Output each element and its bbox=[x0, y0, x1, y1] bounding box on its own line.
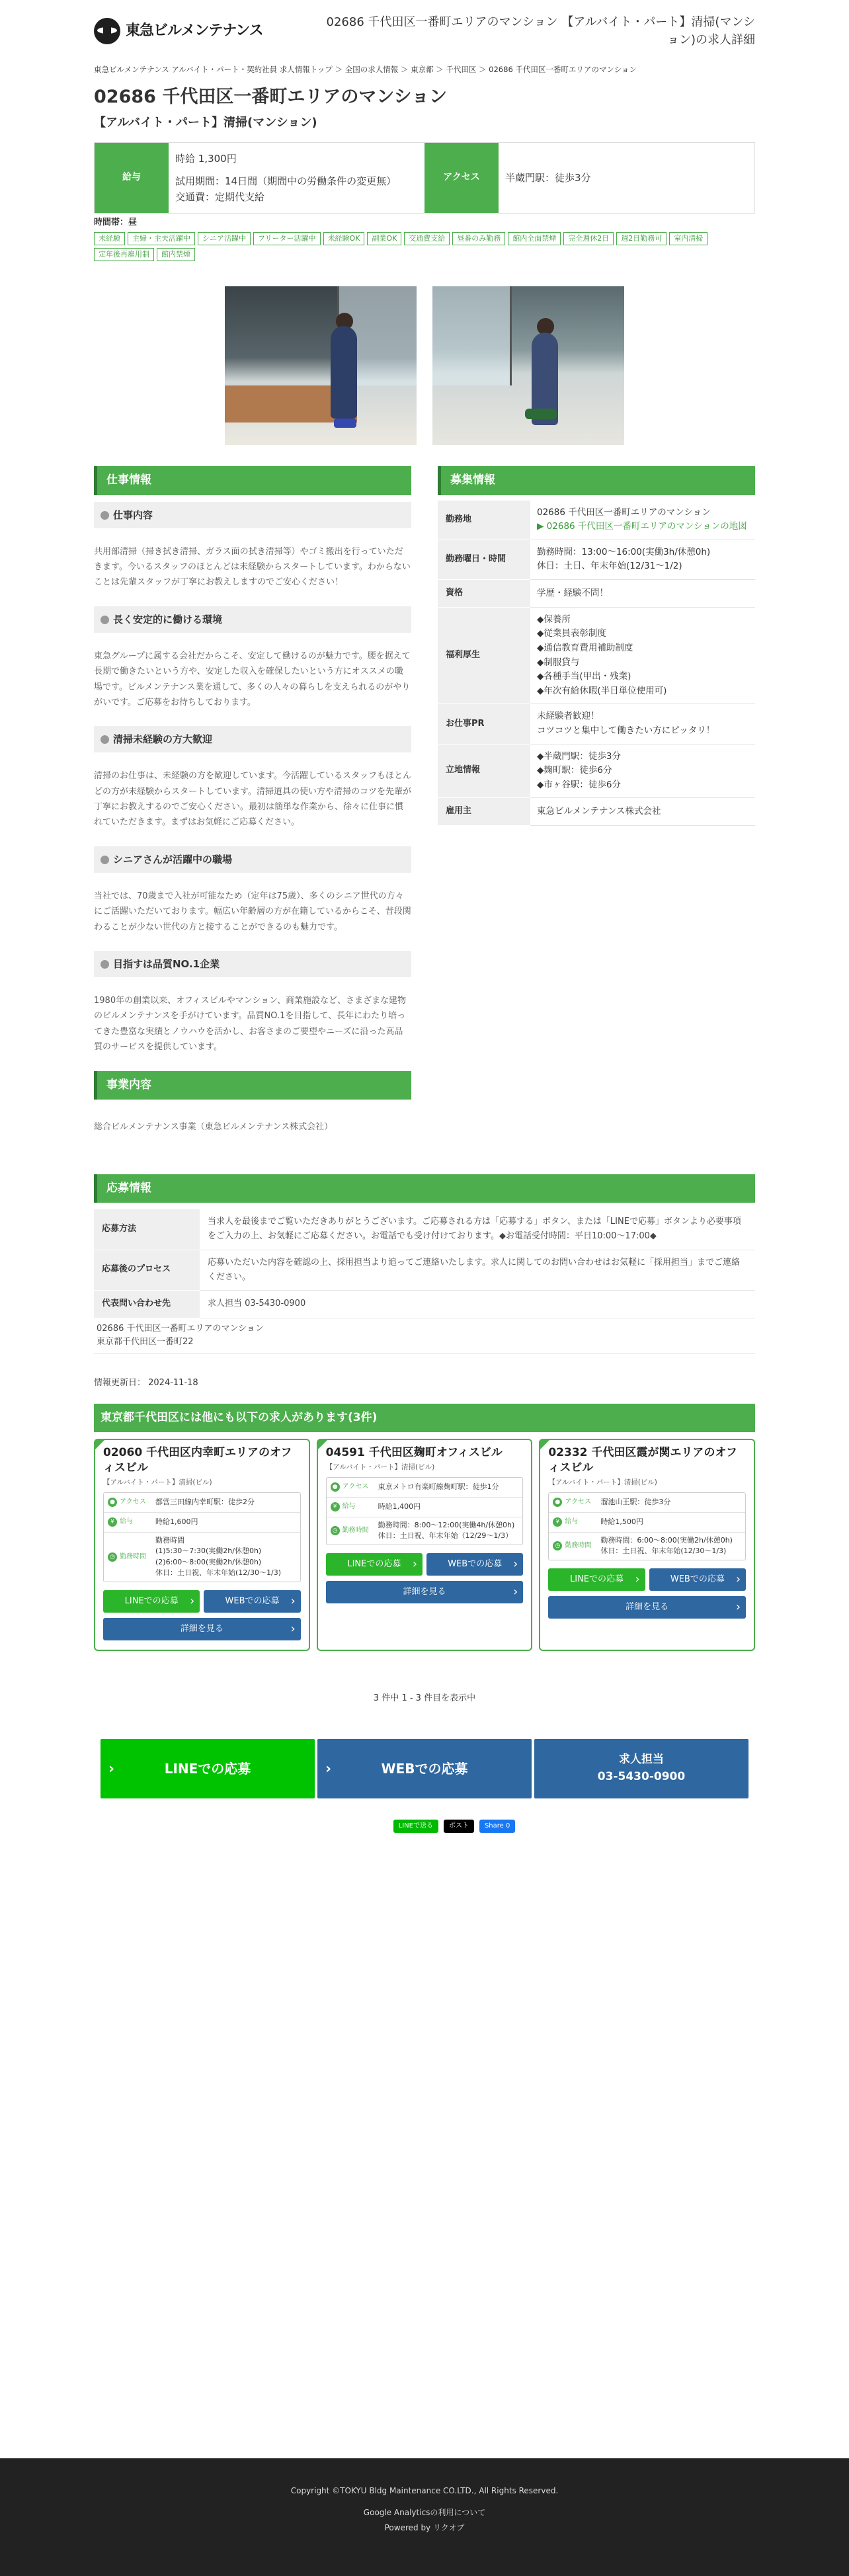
employer: 東急ビルメンテナンス株式会社 bbox=[530, 798, 755, 826]
bullet-icon bbox=[101, 735, 109, 744]
logo-text: 東急ビルメンテナンス bbox=[126, 22, 263, 40]
site-logo[interactable] bbox=[94, 18, 263, 44]
tag: 昼番のみ勤務 bbox=[452, 232, 505, 245]
tag: 未経験 bbox=[94, 232, 125, 245]
heading-welcome: 清掃未経験の方大歓迎 bbox=[94, 726, 411, 752]
apply-buttons bbox=[94, 1739, 755, 1798]
job-content-text: 共用部清掃（掃き拭き清掃、ガラス面の拭き清掃等）やゴミ搬出を行っていただきます。今いるスタッフのほとんどは未経験からスタートしています。わからないことは先輩スタッフが丁寧にお教えしますのでご安心ください！ bbox=[94, 546, 411, 588]
web-apply-button[interactable]: WEBでの応募 › bbox=[426, 1553, 523, 1576]
qualification: 学歴・経験不問！ bbox=[530, 579, 755, 607]
yen-icon: ¥ bbox=[553, 1517, 562, 1527]
apply-method: 当求人を最後までご覧いただきありがとうございます。ご応募される方は「応募する」ボタン、または「LINEで応募」ボタンより必要事項をご入力の上、お気軽にご応募ください。お電話でも受け付けております。◆お電話受付時間：平日10:00〜17:00◆ bbox=[200, 1209, 755, 1250]
job-card-subtitle: 【アルバイト・パート】清掃(ビル) bbox=[548, 1478, 657, 1486]
line-apply-button[interactable]: LINEでの応募 › bbox=[326, 1553, 423, 1576]
bullet-icon bbox=[101, 616, 109, 624]
job-card-subtitle: 【アルバイト・パート】清掃(ビル) bbox=[325, 1463, 435, 1472]
yen-icon: ¥ bbox=[108, 1517, 117, 1527]
analytics-link[interactable]: Google Analyticsの利用について bbox=[363, 2508, 486, 2518]
site-header bbox=[94, 0, 755, 62]
table-row: 勤務地 02686 千代田区一番町エリアのマンション ▶ 02686 千代田区一番町エリアのマンションの地図 bbox=[438, 501, 755, 540]
clock-icon: ◷ bbox=[331, 1526, 340, 1535]
job-card-title[interactable]: 04591 千代田区麹町オフィスビル bbox=[325, 1446, 503, 1460]
job-photo-sweeping bbox=[225, 286, 417, 445]
x-post-button[interactable]: ポスト bbox=[444, 1820, 474, 1833]
job-summary bbox=[94, 142, 755, 214]
tag: 館内禁煙 bbox=[157, 248, 195, 261]
job-card-title[interactable]: 02332 千代田区霞が関エリアのオフィスビル bbox=[548, 1446, 737, 1475]
table-row: 勤務曜日・時間 勤務時間：13:00〜16:00(実働3h/休憩0h) 休日：土日、年末年始(12/31〜1/2) bbox=[438, 540, 755, 579]
table-row: 立地情報 ◆半蔵門駅：徒歩3分 ◆麹町駅：徒歩6分 ◆市ヶ谷駅：徒歩6分 bbox=[438, 744, 755, 798]
heading-quality: 目指すは品質NO.1企業 bbox=[94, 951, 411, 977]
table-row: 応募後のプロセス 応募いただいた内容を確認の上、採用担当より追ってご連絡いたします。求人に関してのお問い合わせはお気軽に「採用担当」までご連絡ください。 bbox=[94, 1250, 755, 1290]
pin-icon: ● bbox=[331, 1482, 340, 1492]
other-jobs-heading: 東京都千代田区には他にも以下の求人があります(3件) bbox=[94, 1404, 755, 1432]
job-photo-mopping bbox=[432, 286, 624, 445]
job-card-title[interactable]: 02060 千代田区内幸町エリアのオフィスビル bbox=[103, 1446, 292, 1475]
line-apply-big-button[interactable]: › LINEでの応募 bbox=[101, 1739, 315, 1798]
benefits: ◆保養所 ◆従業員表彰制度 ◆通信教育費用補助制度 ◆制服貸与 ◆各種手当(甲出・残業) ◆年次有給休暇(半日単位使用可) bbox=[530, 607, 755, 704]
web-apply-big-button[interactable]: › WEBでの応募 bbox=[317, 1739, 532, 1798]
apply-section bbox=[94, 1174, 755, 1354]
bullet-icon bbox=[101, 511, 109, 520]
work-location: 02686 千代田区一番町エリアのマンション bbox=[537, 506, 711, 518]
heading-senior: シニアさんが活躍中の職場 bbox=[94, 846, 411, 873]
tag: 未経験OK bbox=[323, 232, 365, 245]
job-subtitle: 【アルバイト・パート】清掃(マンション) bbox=[94, 115, 317, 130]
line-apply-button[interactable]: LINEでの応募 › bbox=[103, 1590, 200, 1613]
business-text: 総合ビルメンテナンス事業（東急ビルメンテナンス株式会社） bbox=[94, 1121, 333, 1132]
facebook-share-button[interactable]: Share 0 bbox=[479, 1820, 515, 1833]
table-row: 雇用主 東急ビルメンテナンス株式会社 bbox=[438, 798, 755, 826]
clock-icon: ◷ bbox=[108, 1552, 117, 1562]
recruit-table bbox=[438, 501, 755, 826]
salary-note-trial: 試用期間：14日間（期間中の労働条件の変更無） bbox=[175, 175, 397, 187]
access-label: アクセス bbox=[425, 143, 499, 213]
bullet-icon bbox=[101, 856, 109, 864]
contact: 求人担当 03-5430-0900 bbox=[200, 1290, 755, 1318]
section-job-info: 仕事情報 bbox=[94, 466, 411, 495]
site-footer bbox=[0, 2458, 849, 2576]
table-row: お仕事PR 未経験者歓迎！ コツコツと集中して働きたい方にピッタリ！ bbox=[438, 704, 755, 744]
table-row: 応募方法 当求人を最後までご覧いただきありがとうございます。ご応募される方は「応募する」ボタン、または「LINEで応募」ボタンより必要事項をご入力の上、お気軽にご応募ください。お電話でも受け付けております。◆お電話受付時間：平日10:00〜17:00◆ bbox=[94, 1209, 755, 1250]
bullet-icon bbox=[101, 960, 109, 969]
table-row: 福利厚生 ◆保養所 ◆従業員表彰制度 ◆通信教育費用補助制度 ◆制服貸与 ◆各種手当(甲出・残業) ◆年次有給休暇(半日単位使用可) bbox=[438, 607, 755, 704]
job-address: 02686 千代田区一番町エリアのマンション 東京都千代田区一番町22 bbox=[94, 1318, 755, 1355]
section-recruit-info: 募集情報 bbox=[438, 466, 755, 495]
powered-by[interactable]: Powered by リクオプ bbox=[384, 2523, 465, 2533]
tag: 週2日勤務可 bbox=[616, 232, 667, 245]
other-jobs bbox=[94, 1404, 755, 1651]
quality-text: 1980年の創業以来、オフィスビルやマンション、商業施設など、さまざまな建物のビルメンテナンスを手がけています。品質NO.1を目指して、長年にわたり培ってきた豊富な実績とノウハウを活かし、お客さまのご要望やニーズに沿った高品質のサービスを提供しています。 bbox=[94, 996, 407, 1053]
web-apply-button[interactable]: WEBでの応募 › bbox=[204, 1590, 300, 1613]
tag: フリーター活躍中 bbox=[253, 232, 321, 245]
job-photos bbox=[94, 286, 755, 445]
share-buttons bbox=[94, 1820, 755, 1833]
map-link[interactable]: ▶ 02686 千代田区一番町エリアのマンションの地図 bbox=[537, 521, 747, 532]
logo-icon bbox=[94, 18, 120, 44]
clock-icon: ◷ bbox=[553, 1541, 562, 1550]
pin-icon: ● bbox=[108, 1498, 117, 1507]
job-card-subtitle: 【アルバイト・パート】清掃(ビル) bbox=[103, 1478, 212, 1486]
job-pr: 未経験者歓迎！ コツコツと集中して働きたい方にピッタリ！ bbox=[530, 704, 755, 744]
detail-button[interactable]: 詳細を見る › bbox=[103, 1618, 301, 1640]
recruit-info-column bbox=[438, 466, 755, 1135]
pager-status: 3 件中 1 - 3 件目を表示中 bbox=[373, 1693, 476, 1703]
apply-process: 応募いただいた内容を確認の上、採用担当より追ってご連絡いたします。求人に関してのお問い合わせはお気軽に「採用担当」までご連絡ください。 bbox=[200, 1250, 755, 1290]
job-card: 02332 千代田区霞が関エリアのオフィスビル 【アルバイト・パート】清掃(ビル) ● アクセス 溜池山王駅：徒歩3分 ¥ 給与 時給1,500円 ◷ 勤務時間 勤務時間：6:00〜8:00(実働2h/休憩0h) 休日：土日祝、年末年始(12/30〜1/3) LINEでの応募 › WEBでの応募 › 詳細を見る › bbox=[539, 1439, 755, 1651]
breadcrumb[interactable]: 東急ビルメンテナンス アルバイト・パート・契約社員 求人情報トップ ＞ 全国の求人情報 ＞ 東京都 ＞ 千代田区 ＞ 02686 千代田区一番町エリアのマンション bbox=[94, 65, 637, 74]
salary-label: 給与 bbox=[95, 143, 169, 213]
location-info: ◆半蔵門駅：徒歩3分 ◆麹町駅：徒歩6分 ◆市ヶ谷駅：徒歩6分 bbox=[530, 744, 755, 798]
web-apply-button[interactable]: WEBでの応募 › bbox=[649, 1568, 746, 1591]
yen-icon: ¥ bbox=[331, 1502, 340, 1511]
tag: シニア活躍中 bbox=[198, 232, 251, 245]
welcome-text: 清掃のお仕事は、未経験の方を歓迎しています。今活躍しているスタッフもほとんどの方が未経験からスタートしています。清掃道具の使い方や清掃のコツを先輩が丁寧にお教えするのでご安心ください。最初は簡単な作業から、徐々に仕事に慣れていただきます。まずはお気軽にご応募ください。 bbox=[94, 771, 411, 828]
tel-button[interactable] bbox=[534, 1739, 748, 1798]
salary-value: 時給 1,300円 bbox=[175, 152, 237, 165]
pin-icon: ● bbox=[553, 1498, 562, 1507]
work-hours: 勤務時間：13:00〜16:00(実働3h/休憩0h) 休日：土日、年末年始(12/31〜1/2) bbox=[530, 540, 755, 579]
section-business: 事業内容 bbox=[94, 1071, 411, 1100]
line-apply-button[interactable]: LINEでの応募 › bbox=[548, 1568, 645, 1591]
tag: 室内清掃 bbox=[669, 232, 708, 245]
job-info-column bbox=[94, 466, 411, 1135]
time-band: 時間帯：昼 bbox=[94, 217, 138, 227]
table-row: 資格 学歴・経験不問！ bbox=[438, 579, 755, 607]
copyright: Copyright ©TOKYU Bldg Maintenance CO.LTD., All Rights Reserved. bbox=[290, 2486, 559, 2495]
salary-value-block bbox=[169, 143, 425, 213]
senior-text: 当社では、70歳まで入社が可能なため（定年は75歳）、多くのシニア世代の方々にご活躍いただいております。幅広い年齢層の方が在籍しているからこそ、昔段関わることが少ない世代の方と接することができるのも魅力です。 bbox=[94, 891, 411, 932]
apply-table bbox=[94, 1209, 755, 1318]
feature-tags bbox=[94, 232, 715, 261]
tag: 定年後再雇用制 bbox=[94, 248, 154, 261]
detail-button[interactable]: 詳細を見る › bbox=[548, 1596, 746, 1619]
job-card: 02060 千代田区内幸町エリアのオフィスビル 【アルバイト・パート】清掃(ビル) ● アクセス 都営三田線内幸町駅：徒歩2分 ¥ 給与 時給1,600円 ◷ 勤務時間 勤務時間 (1)5:30〜7:30(実働2h/休憩0h) (2)6:00〜8:00(実働2h/休憩0h) 休日：土日祝、年末年始(12/30〜1/3) LINEでの応募 › WEBでの応募 › 詳細を見る › bbox=[94, 1439, 310, 1651]
access-value: 半蔵門駅：徒歩3分 bbox=[505, 171, 591, 184]
detail-button[interactable]: 詳細を見る › bbox=[326, 1581, 524, 1603]
line-share-button[interactable]: LINEで送る bbox=[393, 1820, 438, 1833]
tag: 主婦・主夫活躍中 bbox=[128, 232, 195, 245]
tel-label: 求人担当 bbox=[619, 1753, 664, 1767]
tag: 交通費支給 bbox=[404, 232, 450, 245]
salary-note-transport: 交通費：定期代支給 bbox=[175, 190, 265, 203]
tel-number: 03-5430-0900 bbox=[597, 1769, 686, 1783]
section-apply-info: 応募情報 bbox=[94, 1174, 755, 1203]
heading-stable-env: 長く安定的に働ける環境 bbox=[94, 606, 411, 633]
job-card: 04591 千代田区麹町オフィスビル 【アルバイト・パート】清掃(ビル) ● アクセス 東京メトロ有楽町線麹町駅：徒歩1分 ¥ 給与 時給1,400円 ◷ 勤務時間 勤務時間：8:00〜12:00(実働4h/休憩0h) 休日：土日祝、年末年始（12/29〜1/3） LINEでの応募 › WEBでの応募 › 詳細を見る › bbox=[317, 1439, 533, 1651]
page-title: 02686 千代田区一番町エリアのマンション bbox=[94, 87, 448, 107]
table-row: 代表問い合わせ先 求人担当 03-5430-0900 bbox=[94, 1290, 755, 1318]
tag: 完全週休2日 bbox=[563, 232, 614, 245]
stable-env-text: 東急グループに属する会社だからこそ、安定して働けるのが魅力です。腰を据えて長期で働きたいという方や、安定した収入を確保したいという方にオススメの職場です。ビルメンテナンス業を通して、多くの人々の暮らしを支えられるのがやりがいです。ご応募をお待ちしております。 bbox=[94, 651, 411, 707]
tag: 館内全面禁煙 bbox=[508, 232, 561, 245]
updated-date: 情報更新日： 2024-11-18 bbox=[94, 1378, 198, 1389]
header-title: 02686 千代田区一番町エリアのマンション 【アルバイト・パート】清掃(マンション)の求人詳細 bbox=[326, 15, 755, 47]
heading-job-content: 仕事内容 bbox=[94, 502, 411, 528]
tag: 副業OK bbox=[367, 232, 401, 245]
